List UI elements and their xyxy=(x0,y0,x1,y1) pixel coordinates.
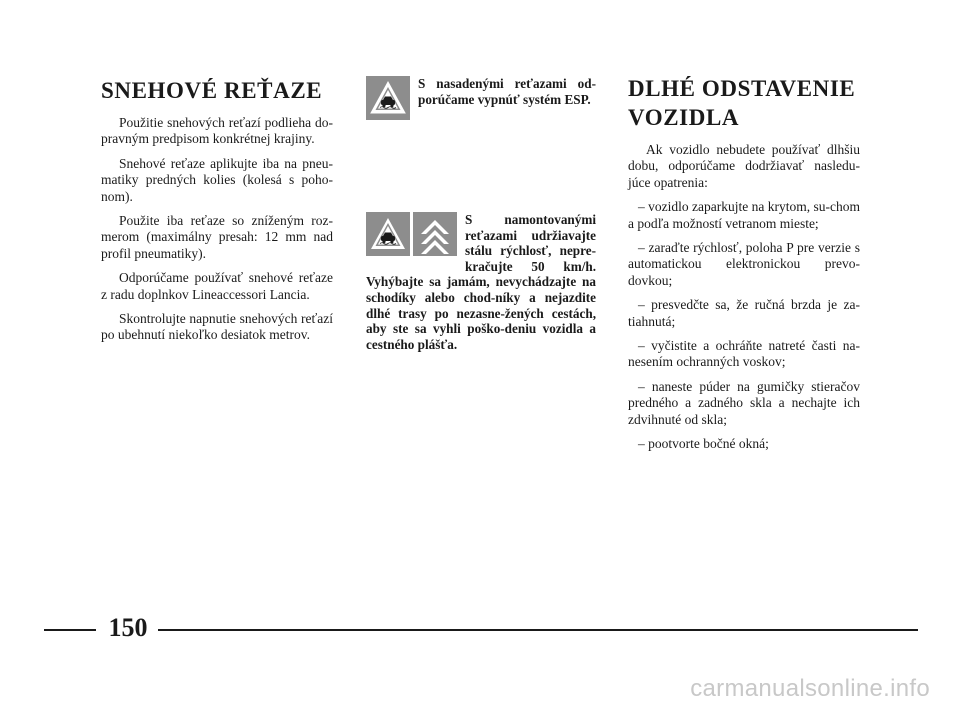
watermark: carmanualsonline.info xyxy=(690,675,930,702)
footer-rule-left xyxy=(44,629,96,631)
warning-box-speed xyxy=(366,212,596,352)
list-item: – presvedčte sa, že ručná brzda je za-tiahnutá; xyxy=(628,297,860,329)
page-number: 150 xyxy=(108,613,148,642)
long-storage-text xyxy=(628,142,860,461)
list-item: – zaraďte rýchlosť, poloha P pre verzie s automatickou elektronickou prevo-dovkou; xyxy=(628,240,860,288)
snow-chains-text xyxy=(101,115,333,352)
warning-text-esp: S nasadenými reťazami od-porúčame vypnúť systém ESP. xyxy=(418,76,596,107)
car-skid-warning-icon xyxy=(366,212,410,256)
heading-line-2: VOZIDLA xyxy=(628,105,740,130)
paragraph: Skontrolujte napnutie snehových reťazí po ubehnutí niekoľko desiatok metrov. xyxy=(101,311,333,343)
paragraph: Odporúčame používať snehové reťaze z radu doplnkov Lineaccessori Lancia. xyxy=(101,270,333,302)
footer-rule-right xyxy=(158,629,918,631)
list-item: – vozidlo zaparkujte na krytom, su-chom a podľa možností vetranom mieste; xyxy=(628,199,860,231)
list-item: – naneste púder na gumičky stieračov predného a zadného skla a nechajte ich zdvihnuté od skla; xyxy=(628,378,860,427)
paragraph: Snehové reťaze aplikujte iba na pneu-matiky predných kolies (kolesá s poho-nom). xyxy=(101,155,333,204)
warning-box-esp xyxy=(366,76,596,124)
paragraph: Použitie snehových reťazí podlieha do-pravným predpisom konkrétnej krajiny. xyxy=(101,115,333,147)
car-skid-warning-icon xyxy=(366,76,410,120)
section-heading-snow-chains: SNEHOVÉ REŤAZE xyxy=(101,78,323,103)
warning-text-speed: S namontovanými reťazami udržiavajte stálu rýchlosť, nepre-kračujte 50 km/h. Vyhýbajte sa jamám, nevychádzajte na schodíky alebo chod-níky a nejazdite dlhé trasy po nezasne-žených cestách, aby ste sa vyhli poško-deniu vozidla a cestného plášťa. xyxy=(366,212,596,352)
paragraph: Ak vozidlo nebudete používať dlhšiu dobu, odporúčame dodržiavať nasledu-júce opatrenia: xyxy=(628,142,860,190)
list-item: – vyčistite a ochráňte natreté časti na-nesením ochranných voskov; xyxy=(628,338,860,370)
section-heading-long-storage xyxy=(628,74,868,132)
chevron-speed-icon xyxy=(413,212,457,256)
list-item: – pootvorte bočné okná; xyxy=(638,436,769,452)
paragraph: Použite iba reťaze so zníženým roz-merom (maximálny presah: 12 mm nad profil pneumatiky). xyxy=(101,213,333,261)
heading-line-1: DLHÉ ODSTAVENIE xyxy=(628,76,856,101)
